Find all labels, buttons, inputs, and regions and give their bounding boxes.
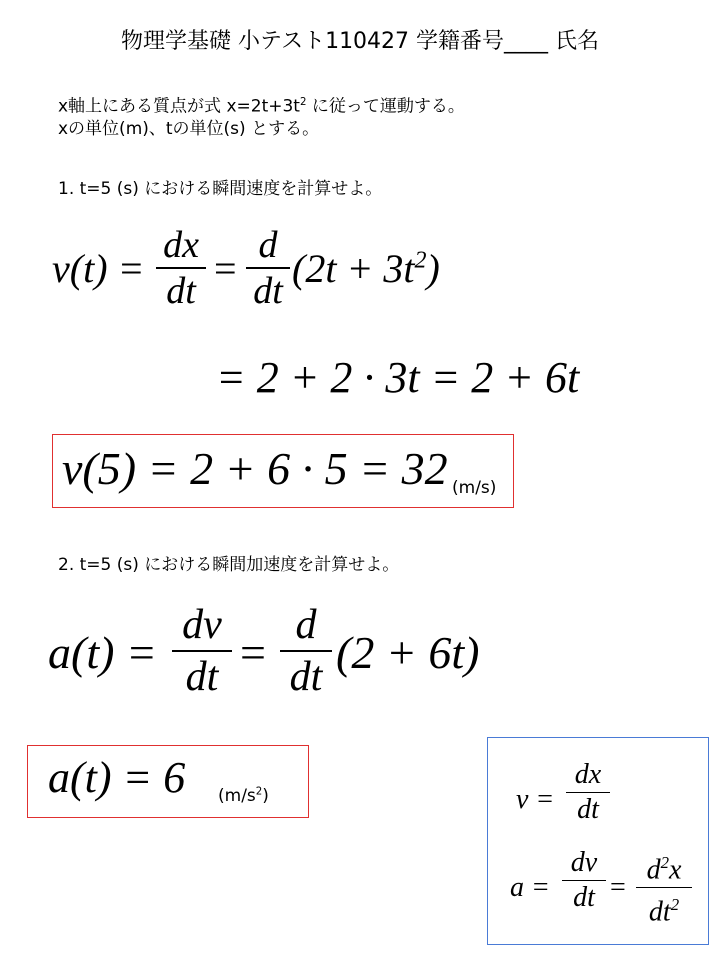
derivative-operator-d-dt: d dt: [246, 223, 290, 313]
summary-acceleration-lhs: a =: [510, 872, 550, 903]
acceleration-unit: $(m/s^2)$: [218, 786, 269, 806]
summary-acceleration-fraction-dv-dt: dv dt: [562, 846, 606, 915]
problem-statement-line2: xの単位(m)、tの単位(s) とする。: [58, 119, 320, 139]
equals-sign: =: [240, 627, 266, 678]
position-expression: $(2t + 3t^2)$: [292, 246, 440, 291]
acceleration-fraction-dv-dt: dv dt: [172, 600, 232, 702]
velocity-lhs: v(t) =: [52, 246, 145, 291]
summary-velocity-lhs: v =: [516, 784, 555, 815]
summary-velocity-fraction: dx dt: [566, 758, 610, 827]
page-title: 物理学基礎 小テスト110427 学籍番号____ 氏名: [120, 29, 600, 54]
velocity-fraction-dx-dt: dx dt: [156, 223, 206, 313]
velocity-expression: (2 + 6t): [336, 627, 480, 678]
derivative-operator-d-dt: d dt: [280, 600, 332, 702]
acceleration-answer: a(t) = 6: [48, 753, 186, 802]
equals-sign: =: [610, 872, 626, 903]
velocity-derivation-line2: = 2 + 2 · 3t = 2 + 6t: [216, 353, 580, 402]
question-2-prompt: 2. t=5 (s) における瞬間加速度を計算せよ。: [58, 555, 400, 575]
acceleration-lhs: a(t) =: [48, 627, 157, 678]
question-1-prompt: 1. t=5 (s) における瞬間速度を計算せよ。: [58, 179, 383, 199]
summary-second-derivative-fraction: $d^2x$ $dt^2$: [636, 846, 692, 930]
velocity-answer: v(5) = 2 + 6 · 5 = 32: [62, 443, 448, 494]
velocity-unit: (m/s): [452, 478, 497, 498]
problem-statement-line1: x軸上にある質点が式 $x=2t+3t^2$ に従って運動する。: [58, 96, 465, 117]
equals-sign: =: [214, 246, 237, 291]
